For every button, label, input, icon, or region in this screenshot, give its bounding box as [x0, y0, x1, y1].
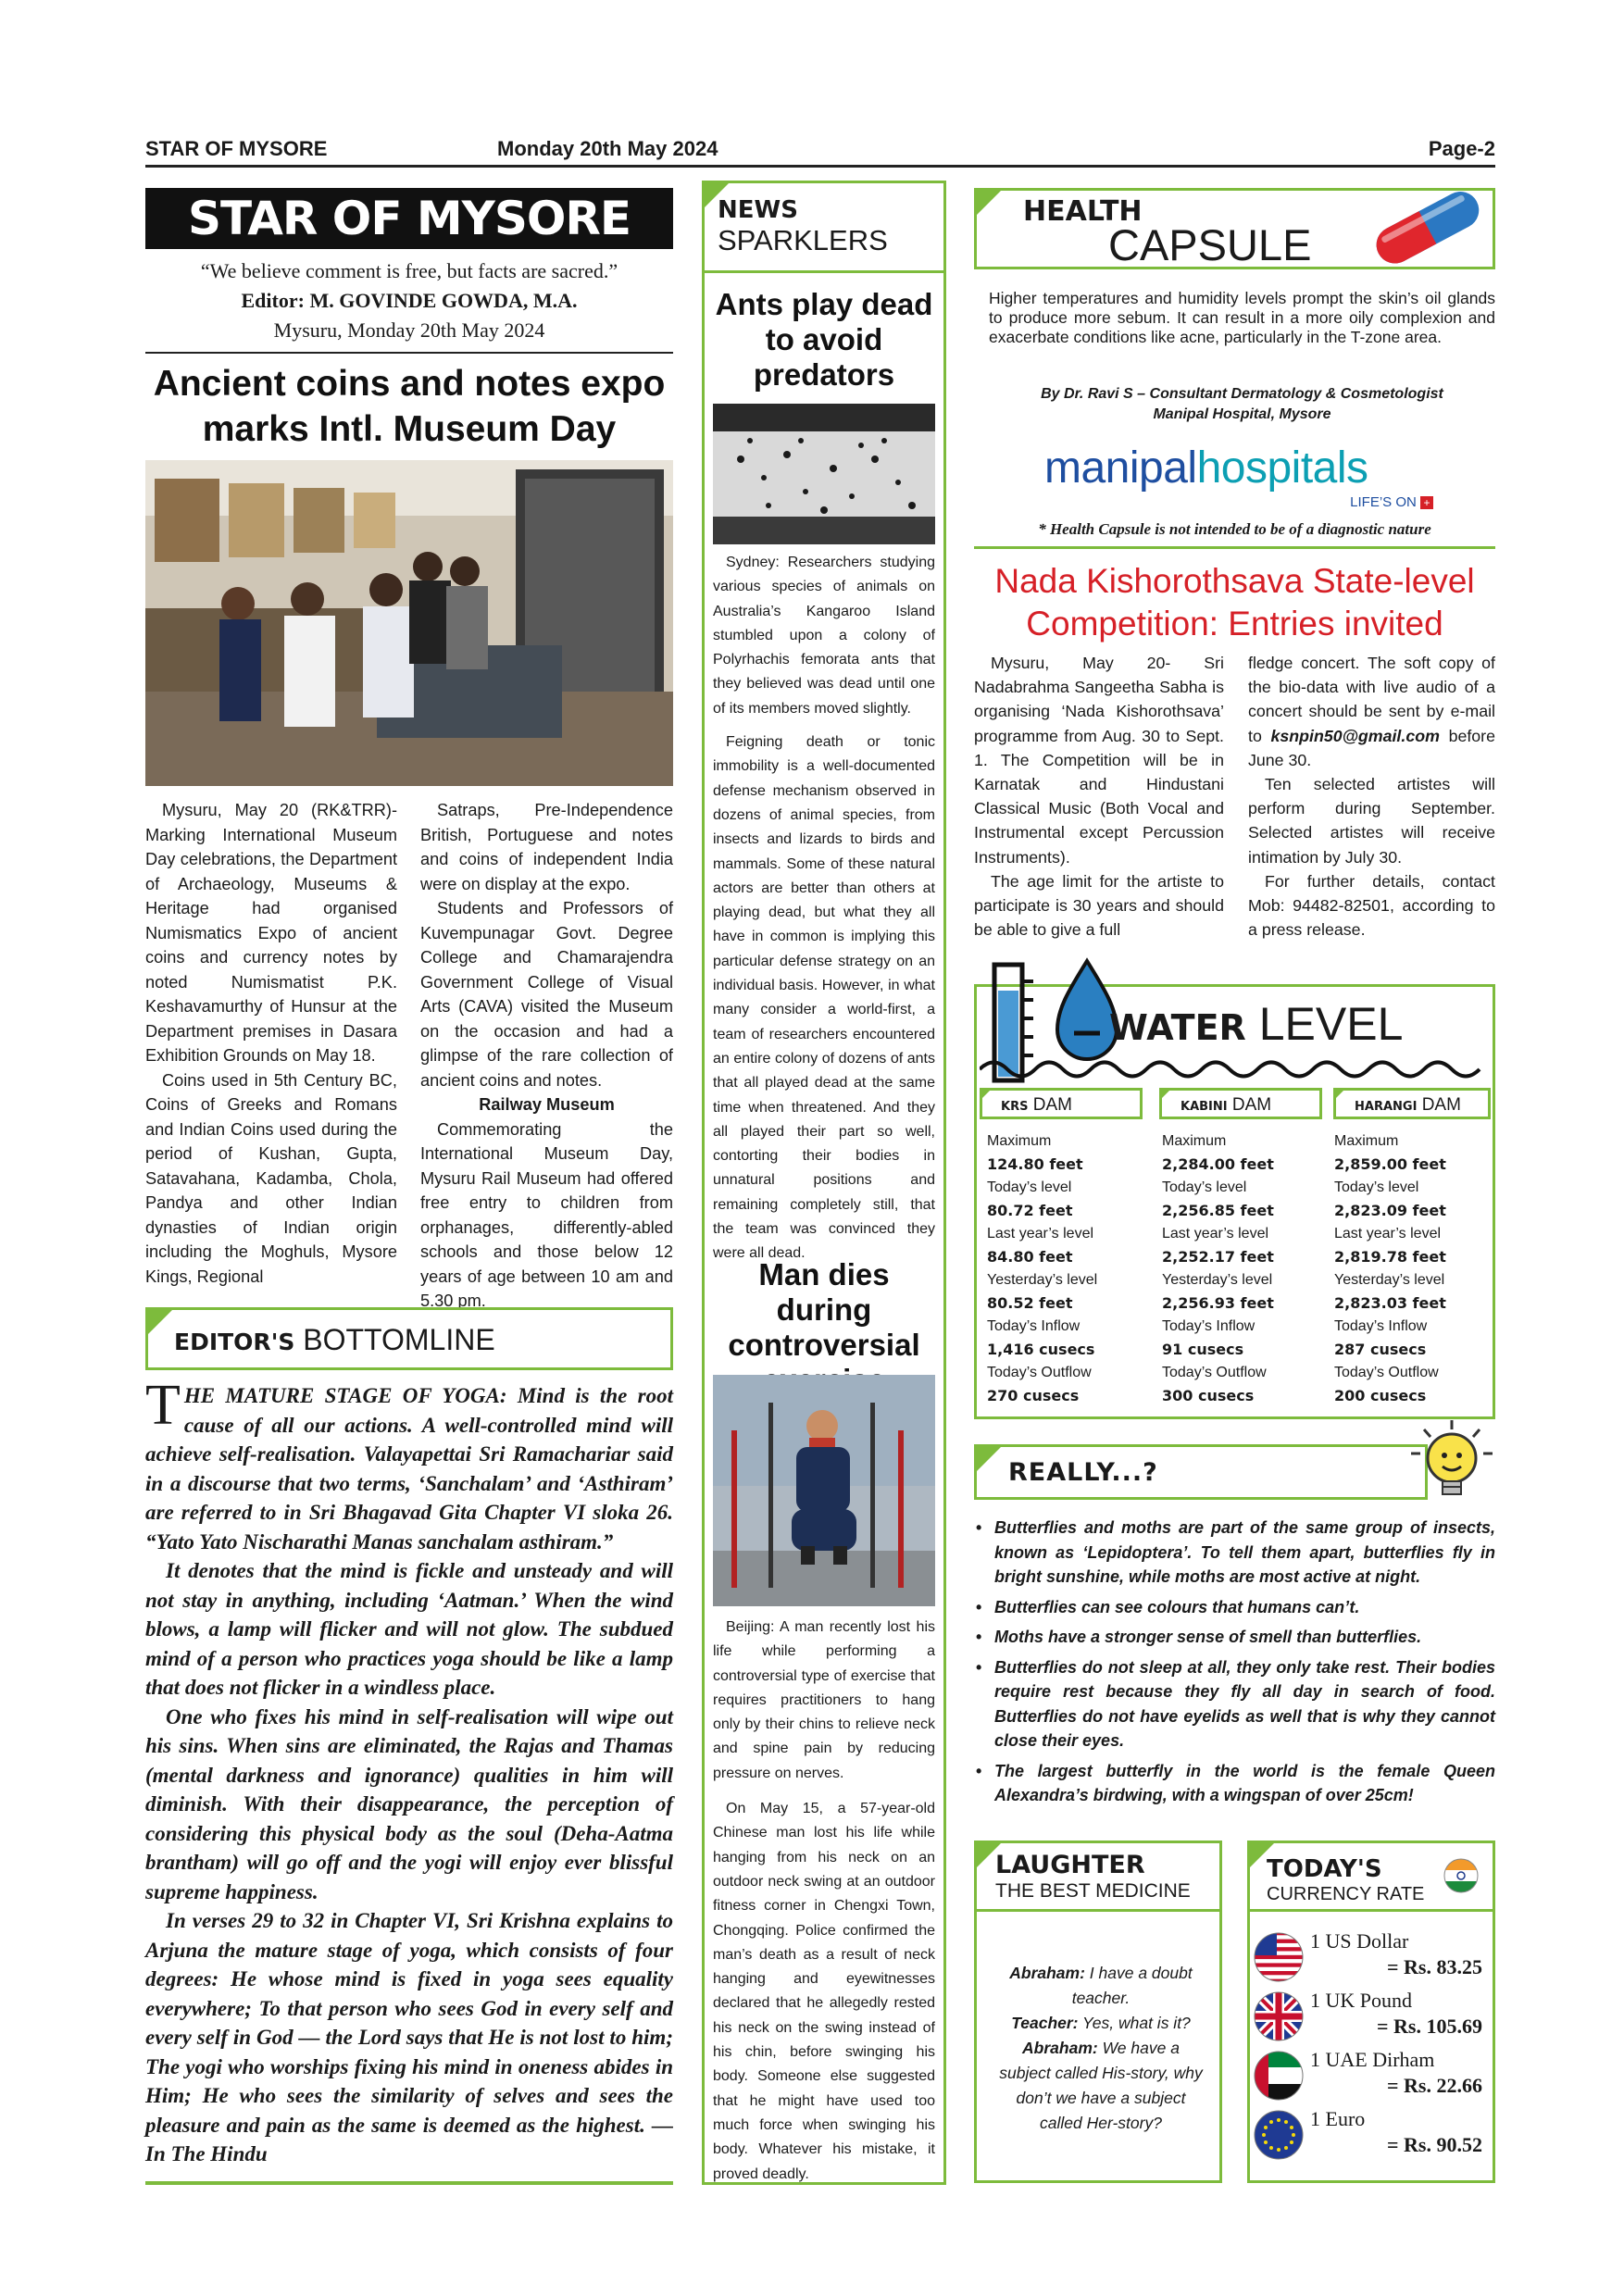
laughter-label-bold: LAUGHTER — [995, 1851, 1145, 1879]
page-header — [145, 137, 1495, 165]
currency-label — [1267, 1855, 1452, 1905]
currency-label-text: CURRENCY RATE — [1267, 1884, 1425, 1904]
really-label: REALLY...? — [1008, 1458, 1158, 1487]
masthead-motto: “We believe comment is free, but facts are sacred.” — [200, 259, 618, 282]
joke-line: Yes, what is it? — [1078, 2014, 1191, 2032]
dam-label: Today’s Outflow — [1162, 1365, 1267, 1380]
nada-column-1 — [974, 651, 1224, 942]
dam-value: 2,256.93 feet — [1162, 1294, 1274, 1312]
dam-value: 2,859.00 feet — [1334, 1155, 1446, 1173]
laughter-label — [995, 1852, 1218, 1903]
dam-tag: KABINI — [1181, 1100, 1228, 1114]
dam-label: Maximum — [987, 1133, 1052, 1149]
dam-label: Today’s level — [1334, 1179, 1419, 1195]
manipal-tagline — [1350, 494, 1433, 510]
dam-value: 200 cusecs — [1334, 1387, 1427, 1404]
lead-subhead: Railway Museum — [479, 1095, 615, 1114]
man-photo — [713, 1375, 935, 1606]
nada-para: For further details, contact Mob: 94482-82501, according to a press release. — [1248, 871, 1495, 940]
currency-name: 1 UAE Dirham — [1310, 2048, 1435, 2071]
us-flag-icon — [1253, 1931, 1305, 1983]
dam-value: 287 cusecs — [1334, 1341, 1427, 1358]
dam-tab-kabini[interactable] — [1159, 1088, 1322, 1119]
masthead-dateline: Mysuru, Monday 20th May 2024 — [273, 318, 545, 342]
health-byline — [989, 384, 1495, 425]
lead-column-2 — [420, 798, 673, 1314]
currency-rate: = Rs. 83.25 — [1387, 1955, 1482, 1978]
logo-part: manipal — [1044, 443, 1197, 493]
dam-label: Today’s Inflow — [1162, 1318, 1255, 1334]
dam-label: Maximum — [1334, 1133, 1399, 1149]
dam-value: 2,252.17 feet — [1162, 1248, 1274, 1266]
dam-label: Today’s Inflow — [1334, 1318, 1428, 1334]
currency-label-bold: TODAY'S — [1267, 1855, 1382, 1883]
laughter-label-text: THE BEST MEDICINE — [995, 1880, 1191, 1902]
water-label — [1109, 996, 1403, 1055]
man-para: On May 15, a 57-year-old Chinese man lost his life while hanging from his neck on an outdoor neck swing at an outdoor fitness corner in Chengxi Town, Chongqing. Police confirmed the man’s death as a result of neck hanging and eyewitnesses declared that he allegedly rested his neck on the swing instead of his chin, before swinging his body. Someone else suggested that he might have used too much force when swinging his body. Whatever his mistake, it proved deadly. — [713, 1801, 935, 2182]
lightbulb-icon — [1405, 1416, 1498, 1509]
health-rule — [974, 546, 1495, 549]
ants-body — [713, 551, 935, 1267]
dam-name: DAM — [1032, 1095, 1072, 1115]
logo-part: hospitals — [1196, 443, 1368, 493]
news-label-text: SPARKLERS — [718, 224, 888, 256]
joke-speaker: Abraham: — [1022, 2039, 1098, 2057]
editor-para: HE MATURE STAGE OF YOGA: Mind is the root cause of all our actions. A well-controlled mind will achieve self-realisation. Valayapettai Sri Ramachariar said in a discourse that two terms, ‘Sanchalam’ and ‘Asthiram’ are referred to in Sri Bhagavad Gita Chapter VI sloka 26. “Yato Yato Nischarathi Manas sanchalam asthiram.” — [145, 1384, 673, 1554]
museum-photo — [145, 460, 673, 786]
health-body: Higher temperatures and humidity levels prompt the skin’s oil glands to produce more sebum. It can result in a more oily complexion and exacerbate conditions like acne, particularly in the T-zone area. — [989, 289, 1495, 346]
dam-data-harangi — [1334, 1129, 1493, 1407]
health-label-box — [974, 188, 1495, 269]
list-item: • Butterflies do not sleep at all, they only take rest. Their bodies require rest because they fly all day in search of food. Butterflies do not have eyelids as well that is why they cannot close their eyes. — [976, 1657, 1495, 1750]
red-cross-icon: + — [1420, 496, 1433, 509]
header-rule — [145, 165, 1495, 168]
health-byline-line: Manipal Hospital, Mysore — [1153, 406, 1331, 422]
health-byline-line: By Dr. Ravi S – Consultant Dermatology & Cosmetologist — [1041, 386, 1443, 402]
corner-tab — [980, 1088, 993, 1101]
currency-rate: = Rs. 105.69 — [1377, 2015, 1482, 2038]
nada-headline: Nada Kishorothsava State-level Competition: Entries invited — [994, 562, 1475, 643]
currency-divider — [1247, 1909, 1495, 1912]
dam-value: 80.52 feet — [987, 1294, 1073, 1312]
really-label-box — [974, 1444, 1428, 1500]
masthead-rule — [145, 352, 673, 354]
currency-row — [1247, 1928, 1495, 1987]
dam-value: 124.80 feet — [987, 1155, 1083, 1173]
editor-para: One who fixes his mind in self-realisation will wipe out his sins. When sins are eliminated, the Rajas and Thamas (mental darkness and ignorance) qualities in him will diminish. With their disappearance, the perception of considering this physical body as the soul (Deha-Aatma brantham) will go off and the yogi will enjoy ever blissful supreme happiness. — [145, 1704, 673, 1903]
lead-column-1 — [145, 798, 397, 1289]
dam-label: Today’s Inflow — [987, 1318, 1081, 1334]
joke-line: I have a doubt teacher. — [1071, 1964, 1193, 2007]
dam-name: DAM — [1421, 1095, 1461, 1115]
joke-line: We have a subject called His-story, why don’t we have a subject called Her-story? — [999, 2039, 1203, 2132]
nada-email-link[interactable]: ksnpin50@gmail.com — [1270, 726, 1440, 745]
header-paper-name: STAR OF MYSORE — [145, 137, 328, 160]
laughter-divider — [974, 1909, 1222, 1912]
currency-name: 1 UK Pound — [1310, 1989, 1413, 2012]
lead-para: Coins used in 5th Century BC, Coins of Greeks and Romans and Indian Coins used during the period of Kushan, Gupta, Satavahana, Kadamba, Chola, Pandya and other Indian dynasties of Indian origin including the Moghuls, Mysore Kings, Regional — [145, 1070, 397, 1286]
editor-label: BOTTOMLINE — [303, 1323, 495, 1356]
dam-value: 2,823.09 feet — [1334, 1202, 1446, 1219]
lead-para: Satraps, Pre-Independence British, Portuguese and notes and coins of independent India were on display at the expo. — [420, 801, 673, 893]
capsule-icon — [1358, 183, 1495, 268]
dam-label: Last year’s level — [1162, 1226, 1269, 1242]
dam-label: Yesterday’s level — [1334, 1272, 1445, 1288]
list-item: • The largest butterfly in the world is the female Queen Alexandra’s birdwing, with a wingspan of over 25cm! — [976, 1761, 1495, 1804]
header-date: Monday 20th May 2024 — [497, 137, 718, 160]
dam-value: 2,284.00 feet — [1162, 1155, 1274, 1173]
dam-label: Last year’s level — [1334, 1226, 1442, 1242]
lead-para: Commemorating the International Museum Day, Mysuru Rail Museum had offered free entry to children from orphanages, differently-abled schools and those below 12 years of age between 10 am and 5.30 pm. — [420, 1119, 673, 1310]
dam-data-kabini — [1162, 1129, 1329, 1407]
dam-value: 80.72 feet — [987, 1202, 1073, 1219]
uk-flag-icon — [1253, 1990, 1305, 2042]
nada-text: before June 30. — [1248, 726, 1495, 769]
editor-label-bold: EDITOR'S — [174, 1329, 295, 1355]
dam-label: Today’s level — [987, 1179, 1072, 1195]
dam-label: Today’s level — [1162, 1179, 1247, 1195]
health-label-bold: HEALTH — [1023, 195, 1143, 228]
list-item: • Moths have a stronger sense of smell than butterflies. — [976, 1628, 1422, 1646]
news-label-divider — [702, 270, 946, 273]
health-disclaimer: * Health Capsule is not intended to be of a diagnostic nature — [1038, 520, 1431, 538]
corner-tab — [145, 1307, 175, 1337]
currency-name: 1 Euro — [1310, 2107, 1366, 2130]
dam-value: 2,819.78 feet — [1334, 1248, 1446, 1266]
dam-value: 84.80 feet — [987, 1248, 1073, 1266]
ants-para: Feigning death or tonic immobility is a well-documented defense mechanism observed in dozens of animal species, from insects and lizards to birds and mammals. Some of these natural actors are better than others at playing dead, but what they all have in common is implying this particular defense strategy on an individual basis. However, in what many consider a world-first, a team of researchers encountered an entire colony of dozens of ants that all played dead at the same time when threatened. And they all played their part so well, contorting their bodies in unnatural positions and remaining completely still, that the team was convinced they were all dead. — [713, 734, 935, 1262]
dam-value: 300 cusecs — [1162, 1387, 1255, 1404]
nada-para: The age limit for the artiste to participate is 30 years and should be able to give a full — [974, 871, 1224, 940]
currency-list — [1247, 1928, 1495, 2177]
really-list — [974, 1516, 1495, 1814]
corner-tab — [1333, 1088, 1346, 1101]
man-body — [713, 1616, 935, 2187]
dam-label: Today’s Outflow — [987, 1365, 1092, 1380]
currency-row — [1247, 2105, 1495, 2165]
editor-dropcap: T — [145, 1374, 181, 1437]
water-label-bold: WATER — [1109, 1007, 1246, 1048]
dam-label: Maximum — [1162, 1133, 1227, 1149]
dam-tag: KRS — [1001, 1100, 1029, 1114]
currency-row — [1247, 1987, 1495, 2046]
nada-para: Ten selected artistes will perform during September. Selected artistes will receive intimation by July 30. — [1248, 775, 1495, 867]
dam-value: 1,416 cusecs — [987, 1341, 1095, 1358]
currency-name: 1 US Dollar — [1310, 1929, 1409, 1953]
health-label: CAPSULE — [1108, 220, 1312, 269]
dam-label: Today’s Outflow — [1334, 1365, 1439, 1380]
corner-tab — [974, 1444, 1004, 1474]
joke-speaker: Abraham: — [1009, 1964, 1085, 1982]
dam-name: DAM — [1231, 1095, 1272, 1115]
dam-data-krs — [987, 1129, 1154, 1407]
eu-flag-icon — [1253, 2109, 1305, 2161]
ants-photo — [713, 404, 935, 544]
ants-para: Sydney: Researchers studying various species of animals on Australia’s Kangaroo Island stumbled upon a colony of Polyrhachis femorata ants that they believed was dead until one of its members moved slightly. — [713, 555, 935, 717]
dam-value: 270 cusecs — [987, 1387, 1080, 1404]
water-label-text: LEVEL — [1258, 998, 1404, 1050]
uae-flag-icon — [1253, 2050, 1305, 2102]
ants-headline: Ants play dead to avoid predators — [715, 287, 933, 392]
dam-label: Yesterday’s level — [987, 1272, 1098, 1288]
dam-tab-harangi[interactable] — [1333, 1088, 1491, 1119]
joke-speaker: Teacher: — [1011, 2014, 1079, 2032]
corner-tab — [1159, 1088, 1172, 1101]
laughter-joke — [995, 1961, 1206, 2136]
dam-value: 91 cusecs — [1162, 1341, 1244, 1358]
india-flag-icon — [1443, 1857, 1480, 1894]
nada-column-2 — [1248, 651, 1495, 942]
masthead-title: STAR OF MYSORE — [145, 188, 673, 249]
dam-value: 2,256.85 feet — [1162, 1202, 1274, 1219]
logo-tagline: LIFE’S ON — [1350, 494, 1417, 510]
lead-headline: Ancient coins and notes expo marks Intl. Museum Day — [153, 364, 666, 449]
nada-para: Mysuru, May 20- Sri Nadabrahma Sangeetha Sabha is organising ‘Nada Kishorothsava’ programme from Aug. 30 to Sept. 1. The Competition will be in Karnatak and Hindustani Classical Music (Both Vocal and Instrumental except Percussion Instruments). — [974, 654, 1224, 867]
list-item: • Butterflies and moths are part of the same group of insects, known as ‘Lepidoptera’. To tell them apart, butterflies fly in bright sunshine, while moths are most active at night. — [976, 1518, 1495, 1586]
dam-tab-krs[interactable] — [980, 1088, 1143, 1119]
dam-tag: HARANGI — [1355, 1100, 1418, 1114]
lead-para: Students and Professors of Kuvempunagar Govt. Degree College and Chamarajendra Government College of Visual Arts (CAVA) visited the Museum on the occasion and had a glimpse of the rare collection of ancient coins and notes. — [420, 899, 673, 1090]
man-para: Beijing: A man recently lost his life while performing a controversial type of exercise that requires practitioners to hang only by their chins to relieve neck and spine pain by reducing pressure on nerves. — [713, 1619, 935, 1781]
water-waves-icon — [980, 1055, 1491, 1083]
editor-label-box — [145, 1307, 673, 1370]
editor-para: It denotes that the mind is fickle and unsteady and will not stay in anything, including ‘Aatman.’ When the wind blows, a lamp will flicker and will not glow. The subdued mind of a person who practices yoga should be like a lamp that does not flicker in a windless place. — [145, 1559, 673, 1699]
man-headline: Man dies during controversial — [728, 1257, 920, 1362]
list-item: • Butterflies can see colours that humans can’t. — [976, 1597, 1360, 1616]
news-label-bold: NEWS — [718, 196, 798, 224]
news-label — [718, 196, 940, 257]
masthead-editor: Editor: M. GOVINDE GOWDA, M.A. — [241, 289, 578, 312]
currency-row — [1247, 2046, 1495, 2105]
currency-rate: = Rs. 22.66 — [1387, 2074, 1482, 2097]
dam-label: Yesterday’s level — [1162, 1272, 1273, 1288]
header-page-number: Page-2 — [1428, 137, 1495, 160]
nada-text: fledge concert. The soft copy of the bio-data with live audio of a concert should be sent by e-mail to — [1248, 654, 1495, 745]
editor-bottom-rule — [145, 2181, 673, 2185]
dam-label: Last year’s level — [987, 1226, 1094, 1242]
manipal-logo — [1044, 443, 1433, 510]
lead-para: Mysuru, May 20 (RK&TRR)- Marking International Museum Day celebrations, the Department of Archaeology, Museums & Heritage had organised Numismatics Expo of ancient coins and currency notes by noted Numismatist P.K. Keshavamurthy of Hunsur at the Department premises in Dasara Exhibition Grounds on May 18. — [145, 801, 397, 1065]
editor-body — [145, 1374, 673, 2169]
editor-para: In verses 29 to 32 in Chapter VI, Sri Krishna explains to Arjuna the mature stage of yoga, which consists of four degrees: He whose mind is fixed in yoga sees equality everywhere; To that person who sees God in every self and every self in God — the Lord says that He is not lost to him; The yogi who worships fixing his mind in oneness abides in Him; He who sees the similarity of selves and sees the pleasure and pain as the same is deemed as the highest. —In The Hindu — [145, 1909, 673, 2165]
currency-rate: = Rs. 90.52 — [1387, 2133, 1482, 2156]
corner-tab — [974, 188, 1004, 218]
dam-value: 2,823.03 feet — [1334, 1294, 1446, 1312]
